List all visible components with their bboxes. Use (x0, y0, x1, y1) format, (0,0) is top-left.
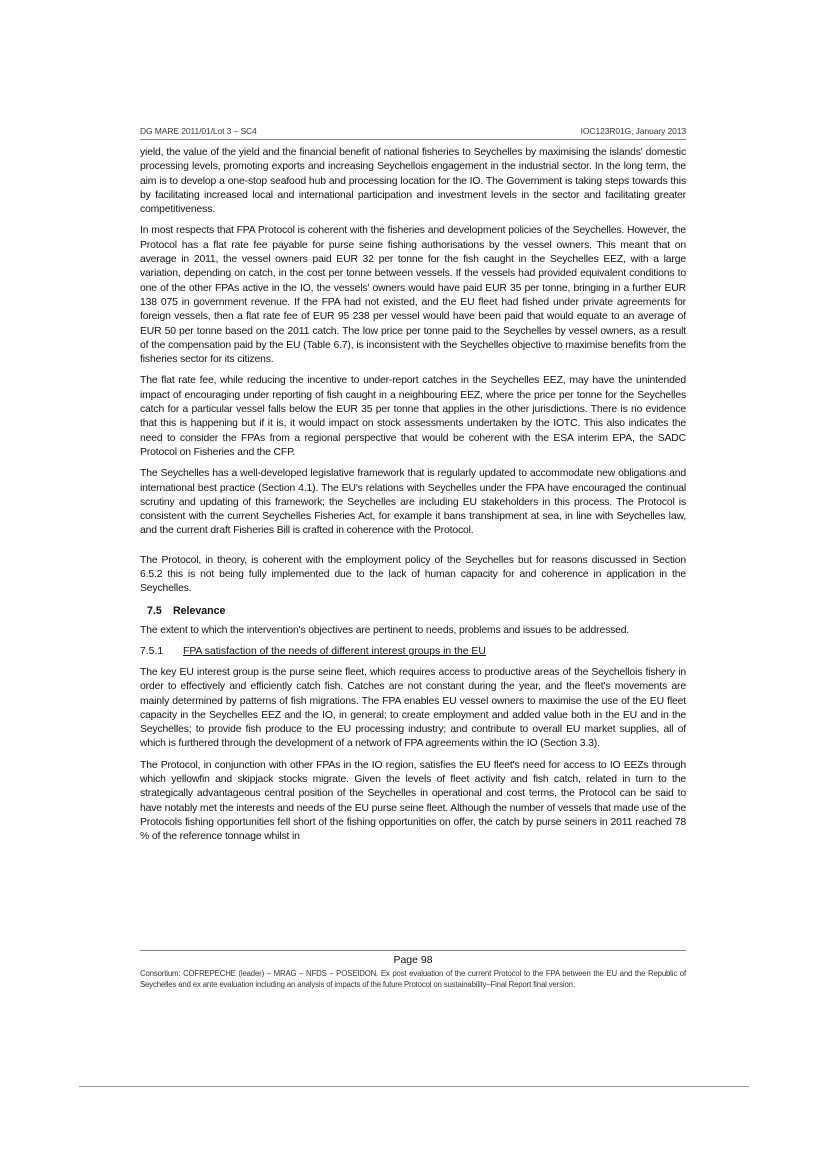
header-left: DG MARE 2011/01/Lot 3 – SC4 (140, 126, 257, 136)
page-number: Page 98 (393, 954, 433, 966)
main-content (140, 140, 686, 844)
subsection-title: FPA satisfaction of the needs of different interest groups in the EU (183, 645, 486, 657)
section-heading (140, 604, 686, 618)
paragraph: The key EU interest group is the purse seine fleet, which requires access to productive areas of the Seychellois fishery in order to effectively and efficiently catch fish. Catches are not constant during the year, and the fleet's movements are mainly determined by patterns of fish migrations. The FPA enables EU vessel owners to maximise the use of the EU fleet capacity in the Seychelles EEZ and the IO, in general; to create employment and added value both in the EU and in the Seychelles; to provide fish produce to the EU processing industry; and contribute to overall EU market supplies, all of which is furthered through the development of a network of FPA agreements within the IO (Section 3.3). (140, 666, 686, 750)
paragraph: The extent to which the intervention's objectives are pertinent to needs, problems and issues to be addressed. (140, 624, 630, 636)
header-right: IOC123R01G, January 2013 (580, 126, 686, 136)
paragraph: The flat rate fee, while reducing the incentive to under-report catches in the Seychelles EEZ, may have the unintended impact of encouraging under reporting of fish caught in a neighbouring EEZ, where the price per tonne for the Seychelles catch for a particular vessel falls below the EUR 35 per tonne that applies in the other jurisdictions. There is no evidence that this is happening but if it is, it would impact on stock assessments undertaken by the IOTC. This also indicates the need to consider the FPAs from a regional perspective that would be coherent with the ESA interim EPA, the SADC Protocol on Fisheries and the CFP. (140, 375, 686, 458)
paragraph: The Seychelles has a well-developed legislative framework that is regularly updated to accommodate new obligations and international best practice (Section 4.1). The EU's relations with Seychelles under the FPA have encouraged the continual scrutiny and updating of this framework; the Seychelles are including EU stakeholders in this process. The Protocol is consistent with the current Seychelles Fisheries Act, for example it bans transhipment at sea, in line with Seychelles law, and the current draft Fisheries Bill is crafted in coherence with the Protocol. (140, 468, 686, 537)
bottom-divider (79, 1086, 749, 1087)
section-number: 7.5 (147, 604, 162, 617)
paragraph: yield, the value of the yield and the financial benefit of national fisheries to Seychelles by maximising the islands' domestic processing levels, promoting exports and increasing Seychellois engagement in the industrial sector. In the long term, the aim is to develop a one-stop seafood hub and processing location for the IO. The Government is taking steps towards this by facilitating increased local and international participation and investment levels in the sector and facilitating greater competitiveness. (140, 147, 686, 216)
paragraph: In most respects that FPA Protocol is coherent with the fisheries and development policies of the Seychelles. However, the Protocol has a flat rate fee payable for purse seine fishing authorisations by the vessel owners. This meant that on average in 2011, the vessel owners paid EUR 32 per tonne for the fish caught in the Seychelles EEZ, with a large variation, depending on catch, in the cost per tonne between vessels. If the vessels had provided equivalent conditions to one of the other FPAs active in the IO, the vessels' owners would have paid EUR 35 per tonne, bringing in a further EUR 138 075 in government revenue. If the FPA had not existed, and the EU fleet had fished under private agreements for foreign vessels, then a flat rate fee of EUR 95 238 per vessel would have been paid that would equate to an average of EUR 50 per tonne based on the 2011 catch. The low price per tonne paid to the Seychelles by vessel owners, as a result of the compensation paid by the EU (Table 6.7), is inconsistent with the Seychelles objective to maximise benefits from the fisheries sector for its citizens. (140, 225, 686, 366)
subsection-number: 7.5.1 (140, 645, 164, 657)
page-footer (140, 950, 686, 990)
section-title: Relevance (173, 604, 226, 617)
page-body (140, 126, 686, 851)
paragraph: The Protocol, in theory, is coherent with the employment policy of the Seychelles but for reasons discussed in Section 6.5.2 this is not being fully implemented due to the lack of human capacity for and coherence in application in the Seychelles. (140, 554, 686, 595)
running-header (140, 126, 686, 140)
subsection-heading (140, 645, 686, 659)
consortium-note: Consortium: COFREPECHE (leader) – MRAG – NFDS – POSEIDON. Ex post evaluation of the current Protocol to the FPA between the EU and the Republic of Seychelles and ex ante evaluation including an analysis of impacts of the future Protocol on sustainability–Final Report final version. (140, 969, 686, 989)
paragraph: The Protocol, in conjunction with other FPAs in the IO region, satisfies the EU fleet's need for access to IO EEZs through which yellowfin and skipjack stocks migrate. Given the levels of fleet activity and fish catch, related in turn to the strategically advantageous central position of the Seychelles in operational and cost terms, the Protocol can be said to have notably met the interests and needs of the EU purse seine fleet. Although the number of vessels that made use of the Protocols fishing opportunities fell short of the fishing opportunities on offer, the catch by purse seiners in 2011 reached 78 % of the reference tonnage whilst in (140, 759, 686, 843)
